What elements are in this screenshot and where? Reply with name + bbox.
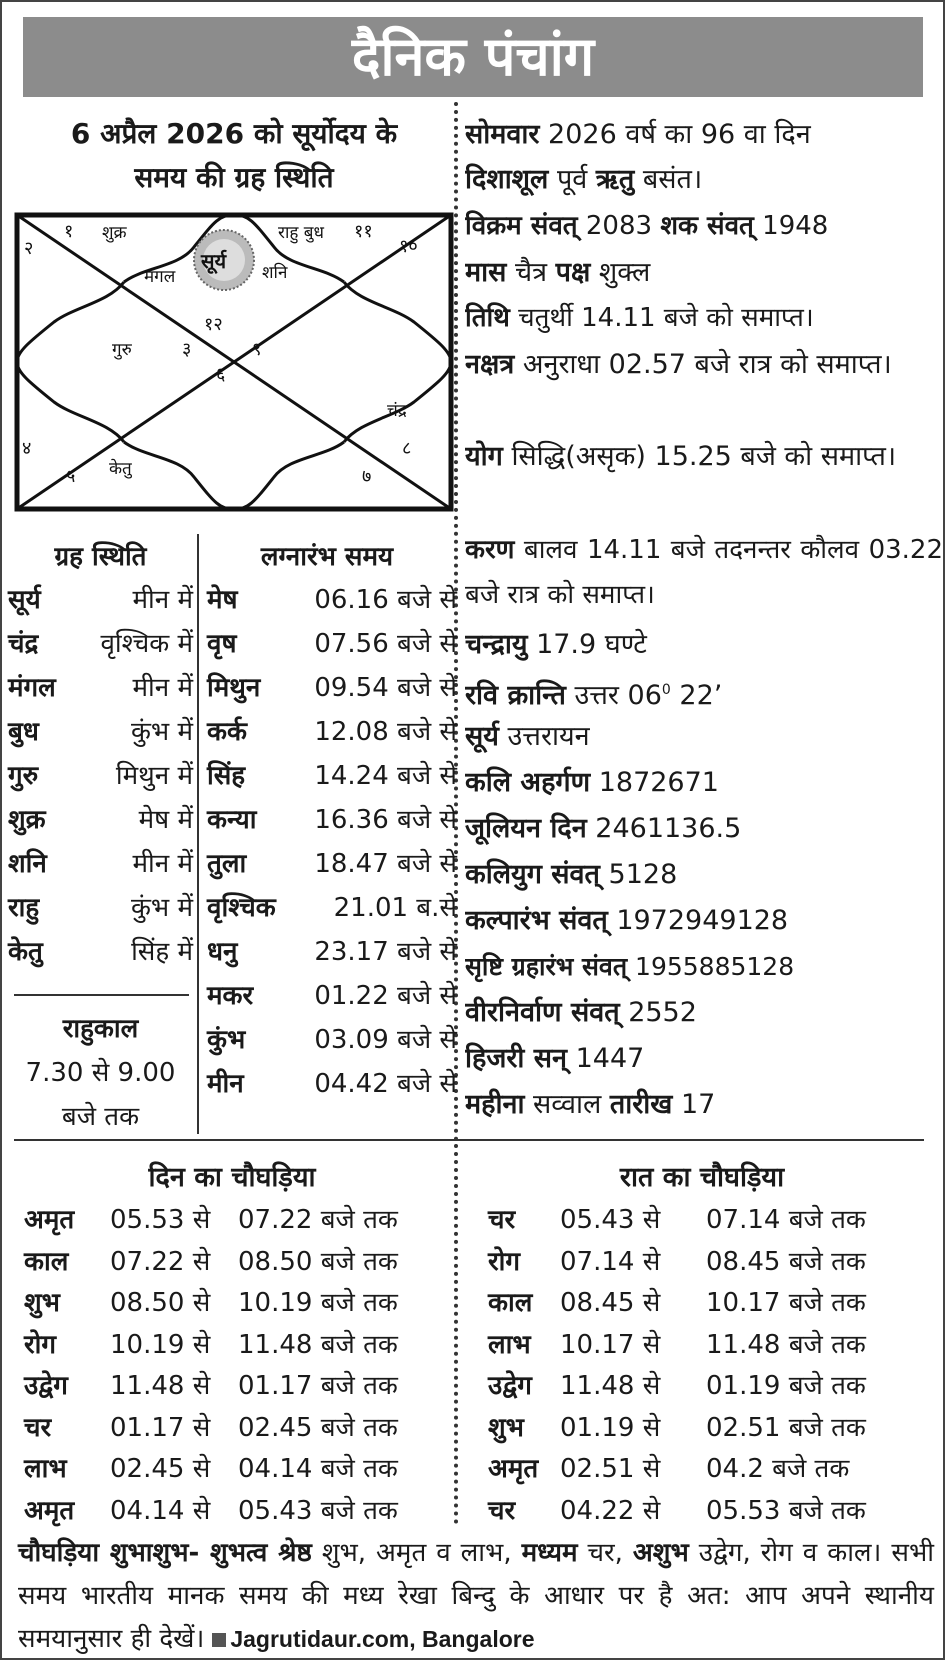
lagna-row [207,756,457,802]
lagna-row [207,888,457,934]
lagna-name: तुला [207,849,247,879]
graha-row [8,800,193,846]
raat-choghadiya-row [488,1366,928,1407]
choghadiya-from: 11.48 से [560,1371,661,1401]
choghadiya-name: अमृत [24,1495,75,1526]
choghadiya-name: उद्वेग [24,1371,68,1401]
graha-row [8,624,193,670]
rahukaal [8,1007,193,1139]
lagna-time: 09.54 बजे से [314,673,457,703]
planet-label: शनि [262,263,288,283]
planet-name: राहु [8,893,40,923]
choghadiya-name: शुभ [488,1412,524,1443]
lagna-time: 12.08 बजे से [314,717,457,747]
choghadiya-to: 04.2 बजे तक [706,1454,850,1484]
house-number: १० [399,236,418,257]
planet-name: बुध [8,717,39,747]
planet-name: मंगल [8,673,56,703]
planet-sign: मिथुन में [115,761,193,791]
panchang-nakshatra: नक्षत्र अनुराधा 02.57 बजे रात्र को समाप्त। [465,349,892,380]
lagna-name: धनु [207,937,238,967]
square-icon [212,1633,226,1647]
choghadiya-from: 11.48 से [110,1371,211,1401]
panchang-maas: मास चैत्र पक्ष शुक्ल [465,257,651,288]
choghadiya-to: 04.14 बजे तक [238,1454,398,1484]
panchang-kaliyug: कलियुग संवत् 5128 [465,859,678,890]
choghadiya-from: 01.17 से [110,1412,211,1443]
planet-sign: कुंभ में [130,893,193,923]
lagna-name: वृश्चिक [207,893,276,923]
choghadiya-to: 01.19 बजे तक [706,1371,866,1401]
raat-choghadiya-row [488,1491,928,1532]
lagna-time: 21.01 ब.से [333,893,457,923]
raat-choghadiya-row [488,1449,928,1490]
panchang-julian: जूलियन दिन 2461136.5 [465,813,742,844]
choghadiya-name: अमृत [488,1454,539,1484]
house-number: ८ [402,438,412,459]
house-number: १ [64,221,74,242]
rahukaal-divider [14,994,189,996]
choghadiya-name: काल [488,1288,533,1318]
raat-choghadiya-row [488,1283,928,1324]
din-choghadiya-row [24,1366,444,1407]
panchang-samvat: विक्रम संवत् 2083 शक संवत् 1948 [465,211,829,241]
din-choghadiya-row [24,1449,444,1490]
choghadiya-name: रोग [24,1329,57,1360]
lagna-time: 16.36 बजे से [314,805,457,835]
lagna-name: सिंह [207,761,246,791]
panchang-somvar: सोमवार 2026 वर्ष का 96 वा दिन [465,119,811,150]
din-choghadiya-title: दिन का चौघड़िया [148,1162,316,1193]
lagna-name: कुंभ [207,1025,246,1055]
din-choghadiya-row [24,1491,444,1532]
planet-label: सूर्य [201,249,227,273]
choghadiya-from: 02.45 से [110,1454,211,1484]
planet-sign: मीन में [132,673,193,703]
page-title: दैनिक पंचांग [23,17,923,97]
planet-label: गुरु [112,340,132,360]
choghadiya-name: लाभ [488,1329,531,1360]
rahukaal-suffix: बजे तक [61,1102,140,1132]
choghadiya-from: 05.53 से [110,1205,211,1235]
choghadiya-column-divider [454,1144,458,1524]
planet-label: मंगल [144,267,176,287]
raat-choghadiya-row [488,1242,928,1283]
planet-sign: वृश्चिक में [100,629,193,659]
house-number: ९ [252,339,262,360]
panchang-surya: सूर्य उत्तरायन [465,721,590,752]
choghadiya-to: 02.51 बजे तक [706,1412,866,1443]
lagna-time: 18.47 बजे से [314,849,457,879]
choghadiya-name: चर [488,1495,516,1526]
lagna-time: 23.17 बजे से [314,937,457,967]
planet-sign: सिंह में [131,937,193,967]
graha-row [8,580,193,626]
graha-sthiti-title: ग्रह स्थिति [54,542,147,572]
lagna-title [14,112,454,200]
choghadiya-name: अमृत [24,1205,75,1235]
lagna-chart [14,212,454,512]
choghadiya-from: 10.19 से [110,1329,211,1360]
source-credit: Jagrutidaur.com, Bangalore [230,1626,535,1652]
rahukaal-time: 7.30 से 9.00 [25,1058,176,1088]
house-number: ५ [66,466,76,487]
panchang-veernirvan: वीरनिर्वाण संवत् 2552 [465,997,697,1028]
lagnarambh-title: लग्नारंभ समय [260,542,394,572]
lagna-row [207,668,457,714]
planet-name: गुरु [8,761,39,791]
choghadiya-to: 07.14 बजे तक [706,1205,866,1235]
lagna-row [207,580,457,626]
choghadiya-to: 07.22 बजे तक [238,1205,398,1235]
choghadiya-name: रोग [488,1246,521,1277]
choghadiya-to: 08.45 बजे तक [706,1246,866,1277]
lagna-time: 04.42 बजे से [314,1069,457,1099]
lagna-name: मेष [207,585,238,615]
graha-row [8,844,193,890]
choghadiya-to: 10.19 बजे तक [238,1288,398,1318]
lagna-title-line2: समय की ग्रह स्थिति [134,161,334,194]
lagna-name: मीन [207,1069,244,1099]
house-number: ७ [362,466,372,487]
lagna-name: वृष [207,629,237,659]
lagna-row [207,624,457,670]
planet-label: राहु बुध [278,223,324,243]
choghadiya-to: 11.48 बजे तक [238,1329,398,1360]
choghadiya-from: 04.14 से [110,1495,211,1526]
planet-sign: मीन में [132,585,193,615]
graha-row [8,888,193,934]
lagna-row [207,712,457,758]
choghadiya-from: 02.51 से [560,1454,661,1484]
choghadiya-from: 07.14 से [560,1246,661,1277]
choghadiya-from: 10.17 से [560,1329,661,1360]
din-choghadiya-row [24,1283,444,1324]
raat-choghadiya-title: रात का चौघड़िया [619,1162,785,1193]
choghadiya-from: 05.43 से [560,1205,661,1235]
lagna-name: मिथुन [207,673,261,703]
inner-column-divider [197,534,199,1134]
lagna-row [207,932,457,978]
choghadiya-name: लाभ [24,1454,67,1484]
panchang-karan: करण बालव 14.11 बजे तदनन्तर कौलव 03.22 बजे रात्र को समाप्त। [465,535,943,610]
choghadiya-name: चर [24,1412,52,1443]
choghadiya-to: 05.53 बजे तक [706,1495,866,1526]
lagna-name: कन्या [207,805,257,835]
panchang-mahina: महीना सव्वाल तारीख 17 [465,1089,716,1120]
graha-row [8,932,193,978]
house-number: ४ [22,438,32,459]
panchang-kalparambh: कल्पारंभ संवत् 1972949128 [465,905,789,936]
lagna-time: 14.24 बजे से [314,761,457,791]
din-choghadiya-row [24,1242,444,1283]
choghadiya-from: 08.50 से [110,1288,211,1318]
lagna-row [207,800,457,846]
graha-row [8,756,193,802]
din-choghadiya-row [24,1408,444,1449]
planet-name: शुक्र [8,805,46,835]
panchang-ravi-kranti: रवि क्रान्ति उत्तर $06^0$ 22’ [465,680,723,711]
choghadiya-to: 01.17 बजे तक [238,1371,398,1401]
din-choghadiya-row [24,1200,444,1241]
choghadiya-to: 08.50 बजे तक [238,1246,398,1277]
choghadiya-name: चर [488,1205,516,1235]
raat-choghadiya-row [488,1408,928,1449]
lagna-row [207,844,457,890]
graha-row [8,712,193,758]
planet-name: केतु [8,937,43,967]
house-number: ११ [354,221,373,242]
choghadiya-from: 08.45 से [560,1288,661,1318]
lagna-row [207,1064,457,1110]
din-choghadiya-row [24,1325,444,1366]
lagna-time: 01.22 बजे से [314,981,457,1011]
planet-label: शुक्र [102,223,127,243]
lagna-row [207,976,457,1022]
choghadiya-name: उद्वेग [488,1371,532,1401]
choghadiya-from: 01.19 से [560,1412,661,1443]
panchang-srishti: सृष्टि ग्रहारंभ संवत् 1955885128 [465,952,795,981]
choghadiya-to: 10.17 बजे तक [706,1288,866,1318]
choghadiya-from: 04.22 से [560,1495,661,1526]
choghadiya-to: 05.43 बजे तक [238,1495,398,1526]
lagna-time: 06.16 बजे से [314,585,457,615]
footer-note: चौघड़िया शुभाशुभ- शुभत्व श्रेष्ठ शुभ, अमृत व लाभ, मध्यम चर, अशुभ उद्वेग, रोग व काल। सभी समय भारतीय मानक समय की मध्य रेखा बिन्दु के आधार पर है अत: आप अपने स्थानीय समयानुसार ही देखें। Jagrutidaur.com, Bangalore [18,1538,934,1654]
choghadiya-to: 11.48 बजे तक [706,1329,866,1360]
planet-name: शनि [8,849,47,879]
choghadiya-name: शुभ [24,1288,60,1318]
graha-row [8,668,193,714]
lagna-name: कर्क [207,717,247,747]
lagna-row [207,1020,457,1066]
planet-sign: कुंभ में [130,717,193,747]
raat-choghadiya-row [488,1200,928,1241]
house-number: ३ [182,339,192,360]
planet-label: केतु [109,459,132,479]
choghadiya-name: काल [24,1246,69,1277]
house-number: २ [24,238,34,259]
choghadiya-from: 07.22 से [110,1246,211,1277]
choghadiya-to: 02.45 बजे तक [238,1412,398,1443]
raat-choghadiya-row [488,1325,928,1366]
panchang-tithi: तिथि चतुर्थी 14.11 बजे को समाप्त। [465,303,814,333]
lagna-name: मकर [207,981,254,1011]
planet-sign: मेष में [138,805,193,835]
house-number: १२ [204,314,223,335]
panchang-yog: योग सिद्धि(असृक) 15.25 बजे को समाप्त। [465,441,897,472]
lagna-title-line1: 6 अप्रैल 2026 को सूर्योदय के [70,117,398,150]
planet-sign: मीन में [132,849,193,879]
planet-label: चंद्र [387,401,407,421]
panchang-kali: कलि अहर्गण 1872671 [465,767,719,798]
panchang-chandrayu: चन्द्रायु 17.9 घण्टे [465,629,647,660]
rahukaal-title: राहुकाल [62,1014,139,1044]
planet-name: चंद्र [8,629,39,659]
lagna-time: 03.09 बजे से [314,1025,457,1055]
panchang-hijri: हिजरी सन् 1447 [465,1043,645,1074]
house-number: ६ [216,364,226,385]
lagna-time: 07.56 बजे से [314,629,457,659]
choghadiya-divider [14,1139,924,1141]
panchang-dishashool: दिशाशूल पूर्व ऋतु बसंत। [465,164,703,195]
planet-name: सूर्य [8,585,41,615]
